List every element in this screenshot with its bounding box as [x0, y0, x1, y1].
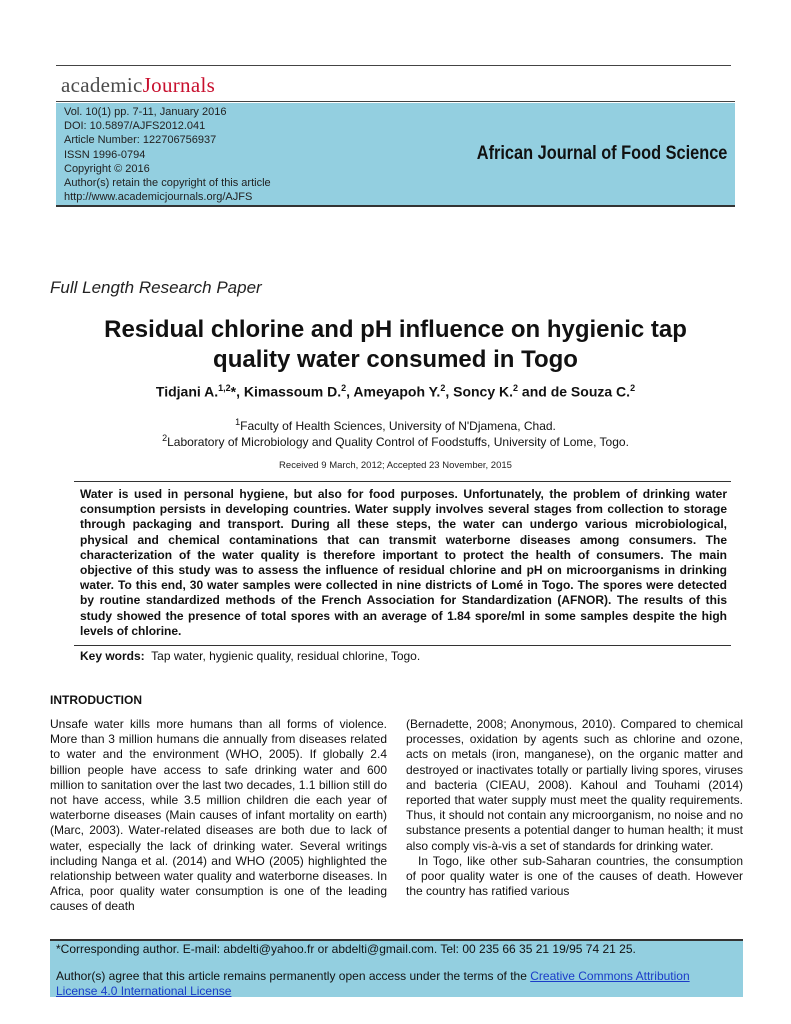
info-rule: [56, 101, 735, 102]
meta-url[interactable]: http://www.academicjournals.org/AJFS: [64, 191, 253, 203]
license-link[interactable]: Creative Commons Attribution: [530, 969, 690, 983]
affiliation-1: $^1$Faculty of Health Sciences, University of N'Djamena, Chad.: [235, 417, 556, 433]
journal-name: African Journal of Food Science: [476, 143, 727, 164]
publisher-logo: academicJournals: [61, 73, 216, 97]
abstract-text: Water is used in personal hygiene, but also for food purposes. Unfortunately, the problem of drinking water consumption persists in developing countries. Water supply involves several stages from collection to storage through packaging and transport. During all these steps, the water can undergo various microbiological, physical and chemical contaminations that can transmit waterborne diseases among consumers. The characterization of the water quality is therefore important to protect the health of consumers. The main objective of this study was to assess the influence of residual chlorine and pH on microorganisms in drinking water. To this end, 30 water samples were collected in nine districts of Lomé in Togo. The spores were detected by routine standardized methods of the French Association for Standardization (AFNOR). The results of this study showed the presence of total spores with an average of 1.84 spore/ml in some samples despite the high levels of chlorine.: [80, 487, 727, 638]
license-line-2: [56, 984, 231, 998]
author: Tidjani A.: [155, 383, 219, 400]
keywords: [80, 649, 420, 663]
paper-title: Residual chlorine and pH influence on hygienic tap quality water consumed in Togo: [104, 316, 687, 373]
body-paragraph: Unsafe water kills more humans than all forms of violence. More than 3 million humans die annually from diseases related to water and the environment (WHO, 2005). If globally 2.4 billion people have access to safe drinking water and 600 million to sanitation over the last two decades, 1.1 billion still do not have access, while 3.5 million children die each year of waterborne diseases (Main causes of infant mortality on earth) (Marc, 2003). Water-related diseases are both due to lack of water, especially the lack of drinking water. Several writings including Nanga et al. (2014) and WHO (2005) highlighted the relationship between water quality and waterborne diseases. In Africa, poor quality water consumption is one of the leading causes of death: [50, 717, 387, 914]
header-rule: [56, 65, 731, 66]
corresponding-author: *Corresponding author. E-mail: abdelti@yahoo.fr or abdelti@gmail.com. Tel: 00 235 66 35 21 19/95 74 21 25.: [56, 942, 636, 956]
meta-rights: Author(s) retain the copyright of this article: [64, 177, 271, 189]
meta-article-number: Article Number: 122706756937: [64, 134, 217, 146]
footer-box: [50, 941, 743, 997]
section-heading-introduction: INTRODUCTION: [50, 693, 142, 707]
author: Ameyapoh Y.: [353, 383, 441, 400]
meta-copyright: Copyright © 2016: [64, 163, 150, 175]
affiliation-2: $^2$Laboratory of Microbiology and Quality Control of Foodstuffs, University of Lome, Togo.: [162, 433, 629, 449]
author: de Souza C.: [550, 383, 631, 400]
license-link-continued[interactable]: License 4.0 International License: [56, 984, 232, 998]
article-info-box: [56, 103, 735, 207]
author: Kimassoum D.: [243, 383, 342, 400]
keywords-text: Tap water, hygienic quality, residual chlorine, Togo.: [151, 649, 421, 663]
meta-issn: ISSN 1996-0794: [64, 149, 146, 161]
meta-volume: Vol. 10(1) pp. 7-11, January 2016: [64, 106, 227, 118]
body-column-right: [406, 717, 743, 899]
author-list: Tidjani A.$^{1,2}$*, Kimassoum D.$^2$, Ameyapoh Y.$^2$, Soncy K.$^2$ and de Souza C.$^2$: [155, 383, 636, 400]
license-line-1: Author(s) agree that this article remains permanently open access under the terms of the Creative Commons Attribution: [56, 969, 690, 983]
meta-doi: DOI: 10.5897/AJFS2012.041: [64, 120, 206, 132]
abstract-box: [74, 481, 731, 646]
keywords-label: Key words:: [80, 649, 145, 663]
author: Soncy K.: [453, 383, 514, 400]
received-dates: Received 9 March, 2012; Accepted 23 November, 2015: [279, 460, 512, 471]
paper-type: Full Length Research Paper: [50, 278, 262, 297]
body-paragraph: In Togo, like other sub-Saharan countries, the consumption of poor quality water is one of the causes of death. However the country has ratified various: [406, 853, 743, 899]
body-paragraph: (Bernadette, 2008; Anonymous, 2010). Compared to chemical processes, oxidation by agents such as chlorine and ozone, acts on metals (iron, manganese), on the organic matter and destroyed or inactivates totally or partially living spores, viruses and bacteria (CIEAU, 2008). Kahoul and Touhami (2014) reported that water supply must meet the quality requirements. Thus, it should not contain any microorganism, no noise and no substance presents a potential danger to human health; it must also comply vis-à-vis a set of standards for drinking water.: [406, 717, 743, 853]
body-column-left: [50, 717, 387, 915]
